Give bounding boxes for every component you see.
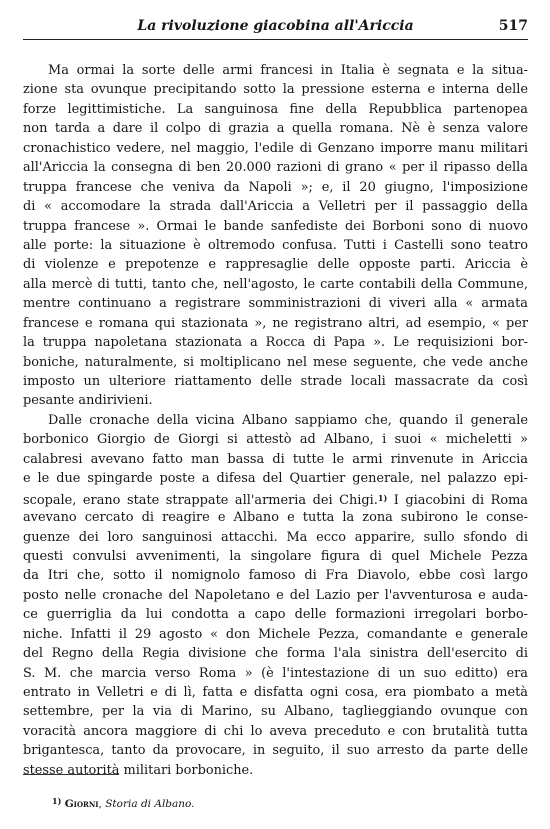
text-line: posto nelle cronache del Napoletano e del Lazio per l'avventurosa e auda- [23, 587, 528, 603]
text-line: zione sta ovunque precipitando sotto la pressione esterna e interna delle [23, 82, 528, 98]
text-line: boniche, naturalmente, si moltiplicano nel mese seguente, che vede anche [23, 354, 528, 370]
text-line: truppa francese ». Ormai le bande sanfediste dei Borboni sono di nuovo [23, 218, 528, 234]
text-line: francese e romana qui stazionata », ne registrano altri, ad esempio, « per [23, 315, 528, 331]
text-line: avevano cercato di reagire e Albano e tutta la zona subirono le conse- [23, 510, 528, 526]
page-number: 517 [498, 18, 528, 34]
footnote-separator: , [98, 798, 106, 810]
text-line: borbonico Giorgio de Giorgi si attestò ad Albano, i suoi « micheletti » [23, 432, 528, 448]
text-line: Ma ormai la sorte delle armi francesi in Italia è segnata e la situa- [48, 63, 528, 78]
text-line: settembre, per la via di Marino, su Albano, taglieggiando ovunque con [23, 704, 528, 720]
running-title: La rivoluzione giacobina all'Ariccia [137, 18, 414, 34]
text-line: stesse autorità militari borboniche. [23, 762, 254, 778]
text-fragment: I giacobini di Roma [387, 492, 528, 508]
text-line: niche. Infatti il 29 agosto « don Michele Pezza, comandante e generale [23, 626, 528, 642]
text-line: brigantesca, tanto da provocare, in seguito, il suo arresto da parte delle [23, 743, 528, 759]
footnote-author: Giorni [64, 798, 99, 810]
footnote-rule [23, 774, 119, 775]
footnote-reference[interactable]: 1) [377, 492, 388, 503]
text-line: questi convulsi avvenimenti, la singolare figura di quel Michele Pezza [23, 548, 528, 564]
text-line: ce guerriglia da lui condotta a capo delle formazioni irregolari borbo- [23, 607, 528, 623]
text-line: entrato in Velletri e di lì, fatta e disfatta ogni cosa, era piombato a metà [23, 685, 528, 700]
footnote [52, 796, 195, 810]
text-line: mentre continuano a registrare somministrazioni di viveri alla « armata [23, 296, 528, 312]
text-line: alla mercè di tutti, tanto che, nell'agosto, le carte contabili della Commune, [23, 276, 528, 292]
text-line: calabresi avevano fatto man bassa di tutte le armi rinvenute in Ariccia [23, 451, 528, 467]
text-line: imposto un ulteriore riattamento delle strade locali massacrate da così [23, 374, 528, 389]
footnote-mark: 1) [52, 796, 62, 806]
text-line: del Regno della Regia divisione che forma l'ala sinistra dell'esercito di [23, 646, 528, 662]
footnote-work: Storia di Albano. [105, 798, 195, 810]
text-line: voracità ancora maggiore di chi lo aveva preceduto e con brutalità tutta [23, 723, 528, 739]
text-line: e le due spingarde poste a difesa del Quartier generale, nel palazzo epi- [23, 471, 528, 487]
text-line: cronachistico vedere, nel maggio, l'edile di Genzano imporre manu militari [23, 140, 528, 156]
text-line: truppa francese che veniva da Napoli »; e, il 20 giugno, l'imposizione [23, 179, 528, 195]
text-line: alle porte: la situazione è oltremodo confusa. Tutti i Castelli sono teatro [23, 237, 528, 253]
running-head [23, 15, 528, 40]
text-line: non tarda a dare il colpo di grazia a quella romana. Nè è senza valore [23, 121, 528, 137]
text-line: guenze dei loro sanguinosi attacchi. Ma ecco apparire, sullo sfondo di [23, 529, 528, 545]
text-line: Dalle cronache della vicina Albano sappiamo che, quando il generale [48, 412, 528, 428]
text-line: la truppa napoletana stazionata a Rocca di Papa ». Le requisizioni bor- [23, 335, 528, 351]
text-line: all'Ariccia la consegna di ben 20.000 razioni di grano « per il ripasso della [23, 160, 528, 176]
text-line: pesante andirivieni. [23, 393, 153, 409]
paragraph-1 [23, 61, 528, 411]
body-text [23, 61, 528, 780]
text-fragment: scopale, erano state strappate all'armeria dei Chigi. [23, 492, 378, 508]
text-line: di violenze e prepotenze e rappresaglie delle opposte parti. Ariccia è [23, 257, 528, 273]
text-line: da Itri che, sotto il nomignolo famoso di Fra Diavolo, ebbe così largo [23, 568, 528, 584]
text-line: di « accomodare la strada dall'Ariccia a Velletri per il passaggio della [23, 199, 528, 215]
text-line [23, 489, 528, 508]
paragraph-2 [23, 411, 528, 780]
text-line: S. M. che marcia verso Roma » (è l'intestazione di un suo editto) era [23, 665, 528, 681]
text-line: forze legittimistiche. La sanguinosa fine della Repubblica partenopea [23, 101, 528, 117]
